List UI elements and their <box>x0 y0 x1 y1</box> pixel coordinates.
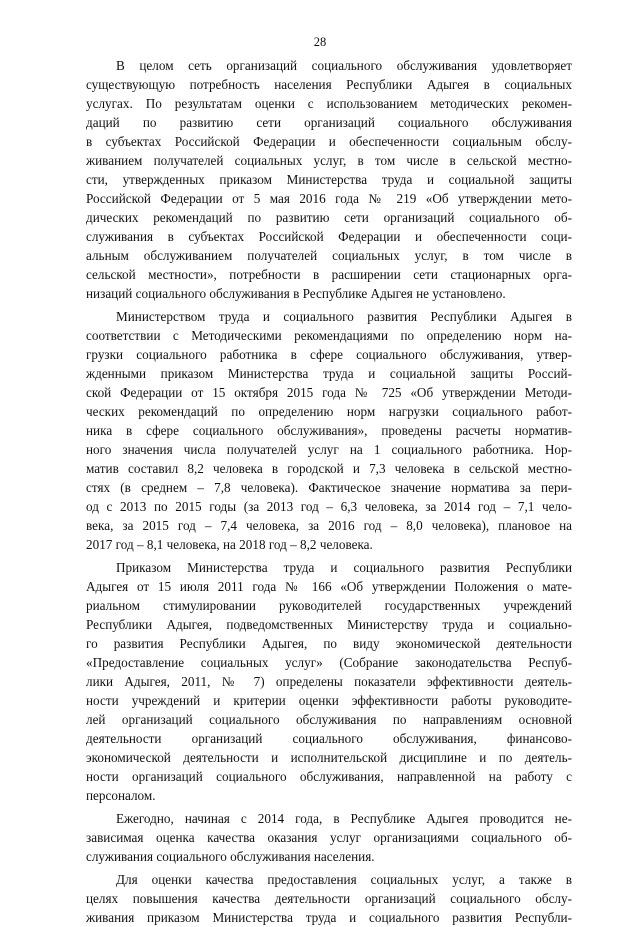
text-line: Для оценки качества предоставления социальных услуг, а также в <box>116 872 572 887</box>
text-line: грузки социального работника в сфере социального обслуживания, утвер- <box>86 347 572 362</box>
text-line: услугах. По результатам оценки с использованием методических рекомен- <box>86 96 572 111</box>
text-line: сти, утвержденных приказом Министерства труда и социальной защиты <box>86 172 572 187</box>
text-line: од с 2013 по 2015 годы (за 2013 год – 6,3 человека, за 2014 год – 7,1 чело- <box>86 499 572 514</box>
text-line: даций по развитию сети организаций социального обслуживания <box>86 115 572 130</box>
page-number: 28 <box>313 35 327 49</box>
text-line: го развития Республики Адыгея, по виду экономической деятельности <box>86 636 572 651</box>
text-line: лики Адыгея, 2011, № 7) определены показатели эффективности деятель- <box>86 674 572 689</box>
text-line: риальном стимулировании руководителей государственных учреждений <box>86 598 572 613</box>
text-line: ного значения числа получателей услуг на 1 социального работника. Нор- <box>86 442 572 457</box>
paragraph-quality-evaluation <box>86 870 572 927</box>
text-line: Ежегодно, начиная с 2014 года, в Республике Адыгея проводится не- <box>116 811 572 826</box>
text-line: ности организаций социального обслуживания, направленной на работу с <box>86 769 572 784</box>
text-line: Республики Адыгея, подведомственных Министерству труда и социально- <box>86 617 572 632</box>
text-line: «Предоставление социальных услуг» (Собрание законодательства Респуб- <box>86 655 572 670</box>
text-line: в субъектах Российской Федерации и обеспеченности социальным обслу- <box>86 134 572 149</box>
text-line: ской Федерации от 15 октября 2015 года № 725 «Об утверждении Методи- <box>86 385 572 400</box>
text-line: живания приказом Министерства труда и социального развития Республи- <box>86 910 572 925</box>
paragraph-workload-norms <box>86 307 572 554</box>
text-line: альным обслуживанием получателей социальных услуг, в том числе в <box>86 248 572 263</box>
text-line: дических рекомендаций по развитию сети организаций социального об- <box>86 210 572 225</box>
text-line: служивания социального обслуживания населения. <box>86 849 375 864</box>
text-line: века, за 2015 год – 7,4 человека, за 2016 год – 8,0 человека), плановое на <box>86 518 572 533</box>
text-line: живанием получателей социальных услуг, в том числе в сельской местно- <box>86 153 572 168</box>
text-line: целях повышения качества деятельности организаций социального обслу- <box>86 891 572 906</box>
text-line: Приказом Министерства труда и социального развития Республики <box>116 560 572 575</box>
text-line: экономической деятельности и исполнительской дисциплине и по деятель- <box>86 750 572 765</box>
text-line: служивания в субъектах Российской Федерации и обеспеченности соци- <box>86 229 572 244</box>
text-line: ческих рекомендаций по определению норм нагрузки социального работ- <box>86 404 572 419</box>
text-line: персоналом. <box>86 788 156 803</box>
text-line: зависимая оценка качества оказания услуг организациями социального об- <box>86 830 572 845</box>
text-line: стях (в среднем – 7,8 человека). Фактическое значение норматива за пери- <box>86 480 572 495</box>
text-line: Адыгея от 15 июля 2011 года № 166 «Об утверждении Положения о мате- <box>86 579 572 594</box>
text-line: матив составил 8,2 человека в городской и 7,3 человека в сельской местно- <box>86 461 572 476</box>
paragraph-independent-assessment <box>86 809 572 866</box>
paragraph-efficiency-indicators <box>86 558 572 805</box>
text-line: Российской Федерации от 5 мая 2016 года № 219 «Об утверждении мето- <box>86 191 572 206</box>
text-line: деятельности организаций социального обслуживания, финансово- <box>86 731 572 746</box>
text-line: 2017 год – 8,1 человека, на 2018 год – 8,2 человека. <box>86 537 373 552</box>
text-line: ника в сфере социального обслуживания», проведены расчеты норматив- <box>86 423 572 438</box>
text-line: сельской местности», потребности в расширении сети стационарных орга- <box>86 267 572 282</box>
text-line: низаций социального обслуживания в Республике Адыгея не установлено. <box>86 286 506 301</box>
text-line: лей организаций социального обслуживания по направлениям основной <box>86 712 572 727</box>
paragraph-network-adequacy <box>86 56 572 303</box>
text-line: Министерством труда и социального развития Республики Адыгея в <box>116 309 572 324</box>
text-line: ности учреждений и критерии оценки эффективности работы руководите- <box>86 693 572 708</box>
document-body <box>86 56 572 927</box>
text-line: существующую потребность населения Республики Адыгея в социальных <box>86 77 572 92</box>
text-line: жденными приказом Министерства труда и социальной защиты Россий- <box>86 366 572 381</box>
text-line: соответствии с Методическими рекомендациями по определению норм на- <box>86 328 572 343</box>
text-line: В целом сеть организаций социального обслуживания удовлетворяет <box>116 58 572 73</box>
